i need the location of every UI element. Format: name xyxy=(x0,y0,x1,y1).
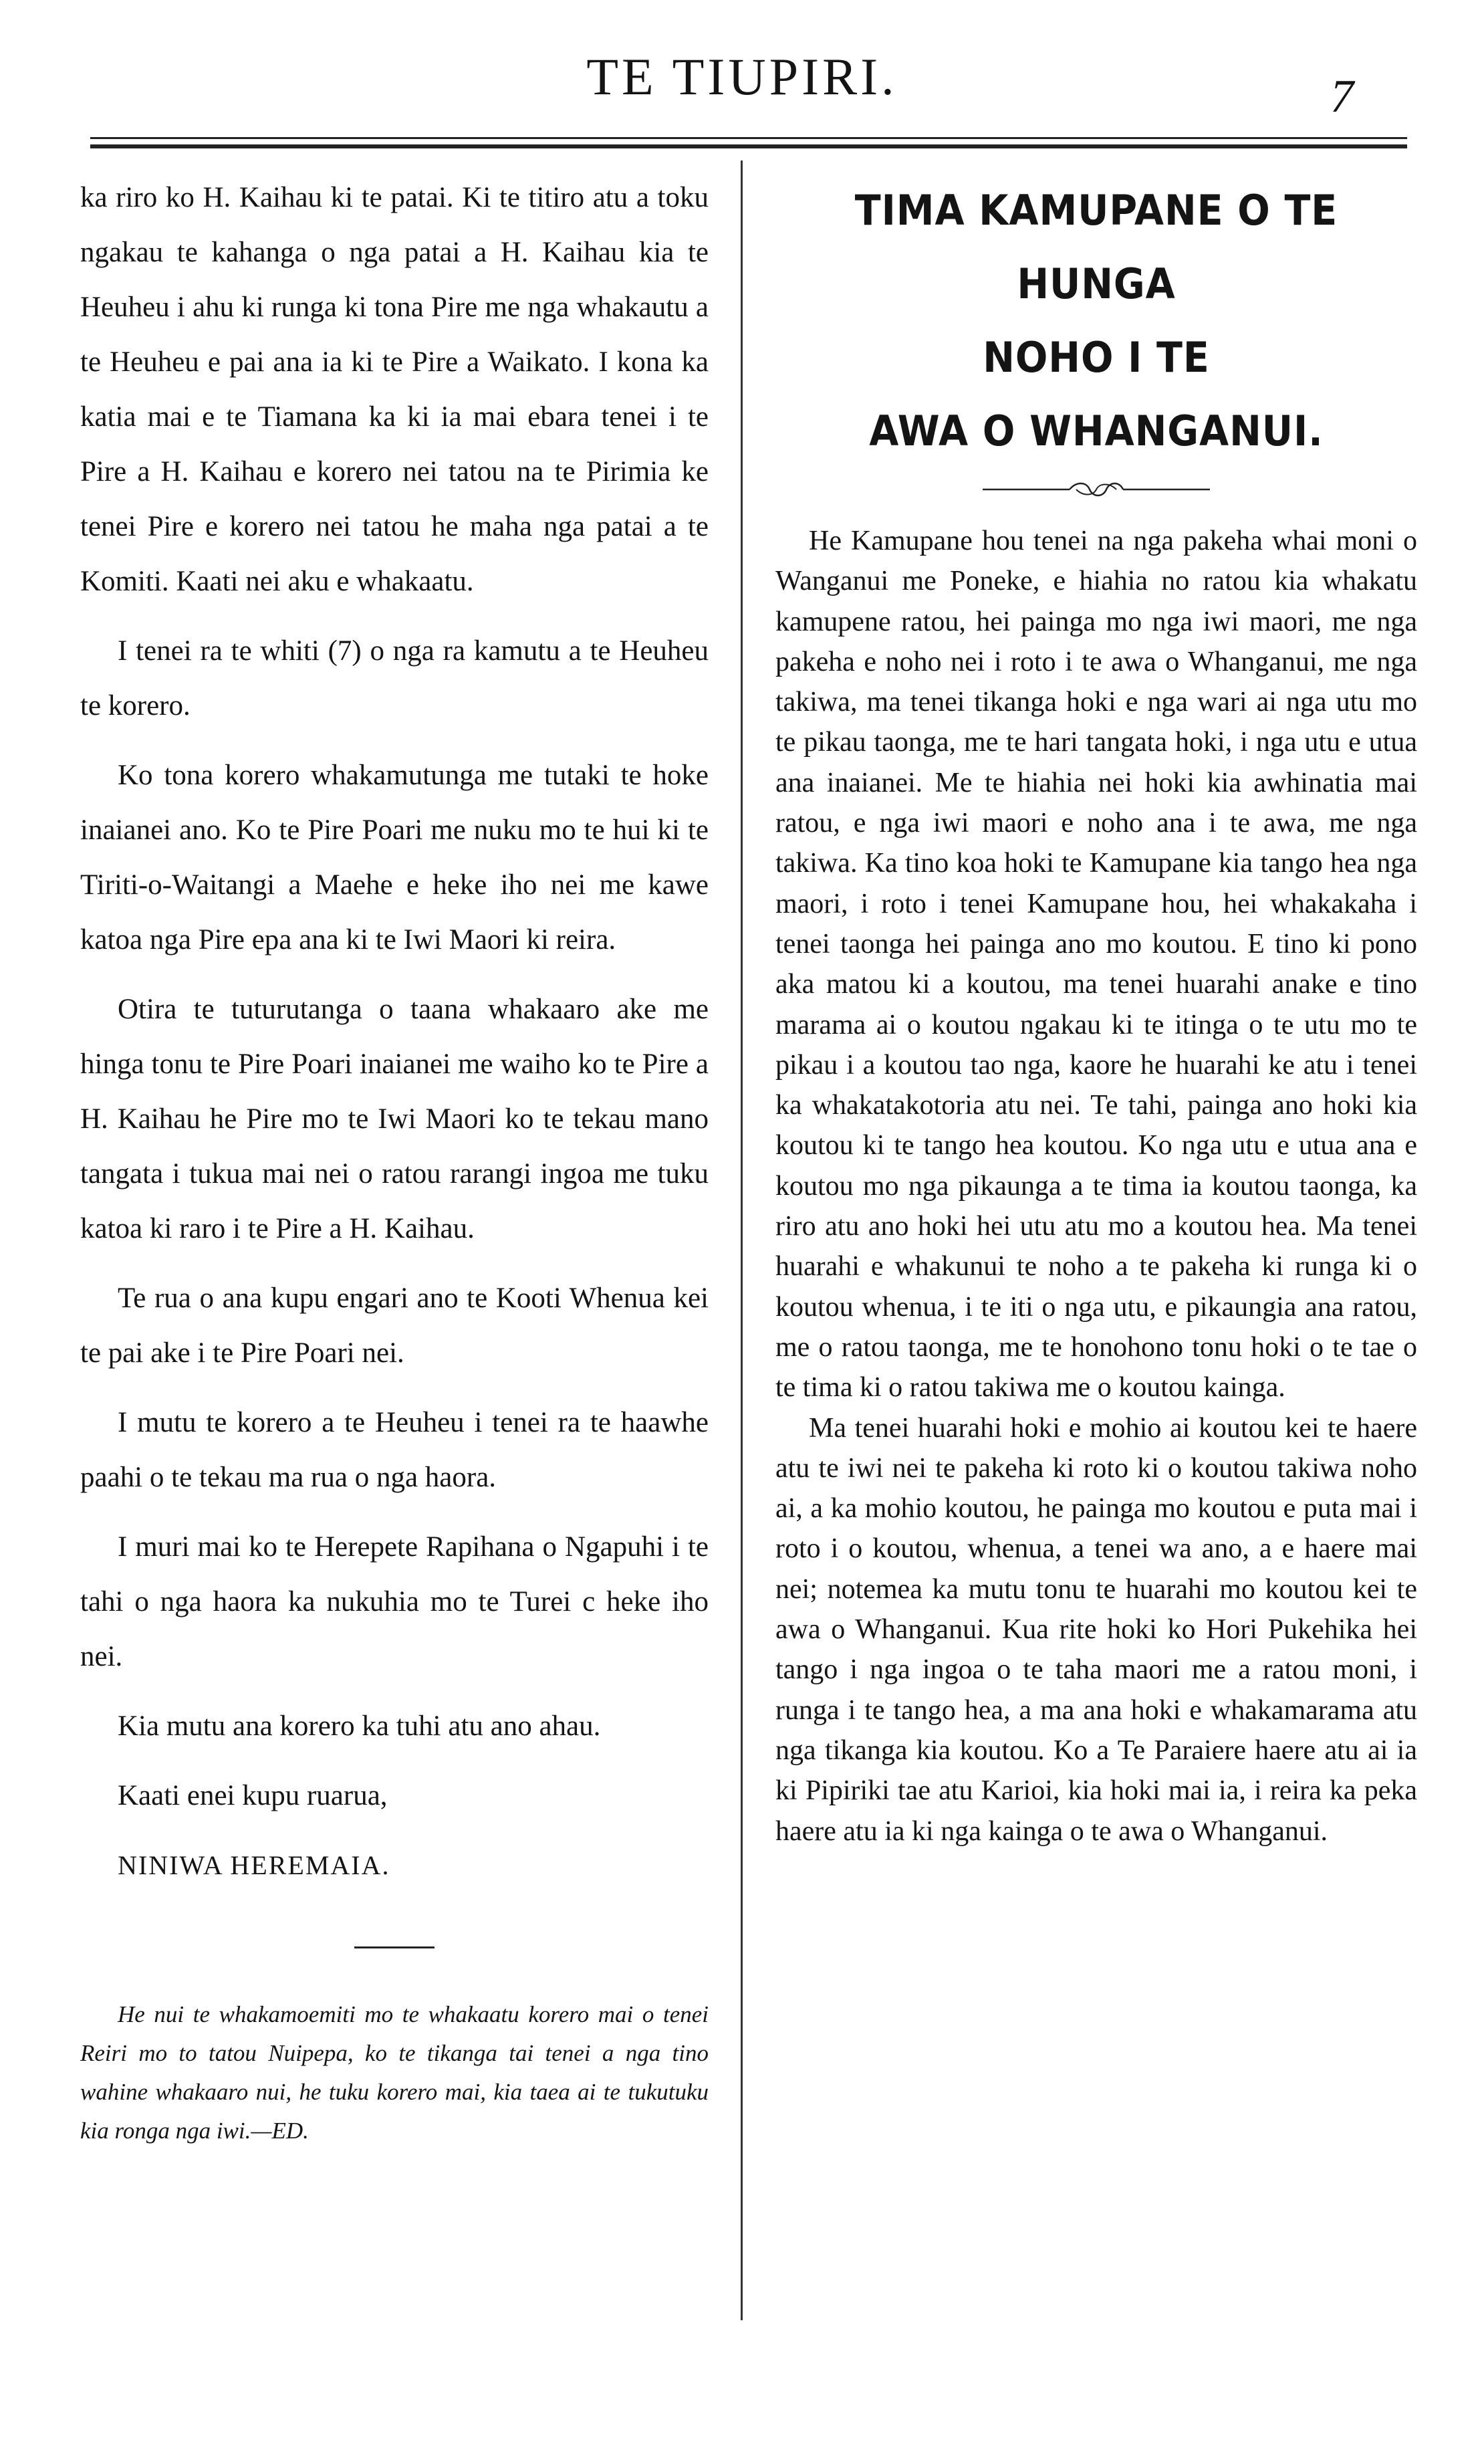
article-body xyxy=(775,521,1417,1852)
left-paragraph: I tenei ra te whiti (7) o nga ra kamutu a te Heuheu te korero. xyxy=(80,635,709,721)
article-title-line: AWA O WHANGANUI. xyxy=(869,407,1324,455)
left-paragraph: I muri mai ko te Herepete Rapihana o Ngapuhi i te tahi o nga haora ka nukuhia mo te Turei c heke iho nei. xyxy=(80,1531,709,1672)
left-paragraph: Ko tona korero whakamutunga me tutaki te hoke inaianei ano. Ko te Pire Poari me nuku mo te hui ki te Tiriti-o-Waitangi a Maehe e heke iho nei me kawe katoa nga Pire epa ana ki te Iwi Maori ki reira. xyxy=(80,760,709,956)
left-column xyxy=(80,171,709,2165)
left-paragraph: Kia mutu ana korero ka tuhi atu ano ahau. xyxy=(118,1710,601,1742)
article-title-line: TIMA KAMUPANE O TE HUNGA xyxy=(854,186,1338,308)
header-rule-thin xyxy=(90,137,1407,139)
scroll-ornament-icon xyxy=(775,481,1417,501)
left-paragraph: Otira te tuturutanga o taana whakaaro ake me hinga tonu te Pire Poari inaianei me waiho ko te Pire a H. Kaihau he Pire mo te Iwi Maori ko te tekau mano tangata i tukua mai nei o ratou rarangi ingoa me tuku katoa ki raro i te Pire a H. Kaihau. xyxy=(80,994,709,1244)
section-divider xyxy=(354,1946,435,1948)
header-rule-thick xyxy=(90,144,1407,148)
column-divider xyxy=(741,160,743,2320)
left-paragraph: Kaati enei kupu ruarua, xyxy=(118,1780,388,1811)
page-header-title: TE TIUPIRI. xyxy=(586,47,898,106)
left-paragraph: Te rua o ana kupu engari ano te Kooti Whenua kei te pai ake i te Pire Poari nei. xyxy=(80,1282,709,1369)
left-paragraph: ka riro ko H. Kaihau ki te patai. Ki te titiro atu a toku ngakau te kahanga o nga patai a H. Kaihau kia te Heuheu i ahu ki runga ki tona Pire me nga whakautu a te Heuheu e pai ana ia ki te Pire a Waikato. I kona ka katia mai e te Tiamana ka ki ia mai ebara tenei i te Pire a H. Kaihau e korero nei tatou na te Pirimia ke tenei Pire e korero nei tatou he maha nga patai a te Komiti. Kaati nei aku e whakaatu. xyxy=(80,182,709,597)
letter-signature: NINIWA HEREMAIA. xyxy=(118,1850,390,1880)
article-paragraph: He Kamupane hou tenei na nga pakeha whai moni o Wanganui me Poneke, e hiahia no ratou kia whakatu kamupene ratou, hei painga mo nga iwi maori, me nga pakeha e noho nei i roto i te awa o Whanganui, me nga takiwa, ma tenei tikanga hoki e nga wari ai nga utu mo te pikau taonga, me te hari tangata hoki, i nga utu e utua ana inaianei. Me te hiahia nei hoki kia awhinatia mai ratou, e nga iwi maori e noho ana i te awa, me nga takiwa. Ka tino koa hoki te Kamupane kia tango hea nga maori, i roto i tenei Kamupane hou, hei whakakaha i tenei taonga hei painga ano mo koutou. E tino ki pono aka matou ki a koutou, ma tenei huarahi anake e tino marama ai o koutou ngakau ki te itinga o te utu mo te pikau i a koutou tao nga, kaore he huarahi ke atu i tenei ka whakatakotoria atu nei. Te tahi, painga ano hoki kia koutou ki te tango hea koutou. Ko nga utu e utua ana e koutou mo nga pikaunga a te tima ia koutou taonga, ka riro atu ano hoki hei utu atu mo a koutou hea. Ma tenei huarahi e whakunui te noho a te pakeha ki runga ki o koutou whenua, i te iti o nga utu, e pikaungia ana ratou, me o ratou taonga, me te honohono tonu hoki o te tae o te tima ki o ratou takiwa me o koutou kainga. xyxy=(775,526,1417,1404)
article-paragraph: Ma tenei huarahi hoki e mohio ai koutou kei te haere atu te iwi nei te pakeha ki roto ki o koutou takiwa noho ai, a ka mohio koutou, he painga mo koutou e puta mai i roto i o koutou, whenua, a tenei wa ano, a e haere mai nei; notemea ka mutu tonu te huarahi mo koutou kei te awa o Whanganui. Kua rite hoki ko Hori Pukehika hei tango i nga ingoa o te taha maori me a ratou moni, i runga i te tango hea, a ma ana hoki e whakamarama atu nga tikanga kia koutou. Ko a Te Paraiere haere atu ai ia ki Pipiriki tae atu Karioi, kia hoki mai ia, i reira ka peka haere atu ia ki nga kainga o te awa o Whanganui. xyxy=(775,1412,1417,1847)
article-title-line: NOHO I TE xyxy=(983,333,1210,382)
article-title xyxy=(801,174,1391,468)
editor-note: He nui te whakamoemiti mo te whakaatu korero mai o tenei Reiri mo to tatou Nuipepa, ko te tikanga tai tenei a nga tino wahine whakaaro nui, he tuku korero mai, kia taea ai te tukutuku kia ronga nga iwi.—ED. xyxy=(80,2001,709,2144)
left-paragraph: I mutu te korero a te Heuheu i tenei ra te haawhe paahi o te tekau ma rua o nga haora. xyxy=(80,1407,709,1493)
right-column xyxy=(775,174,1417,1852)
page-number: 7 xyxy=(1330,71,1354,122)
